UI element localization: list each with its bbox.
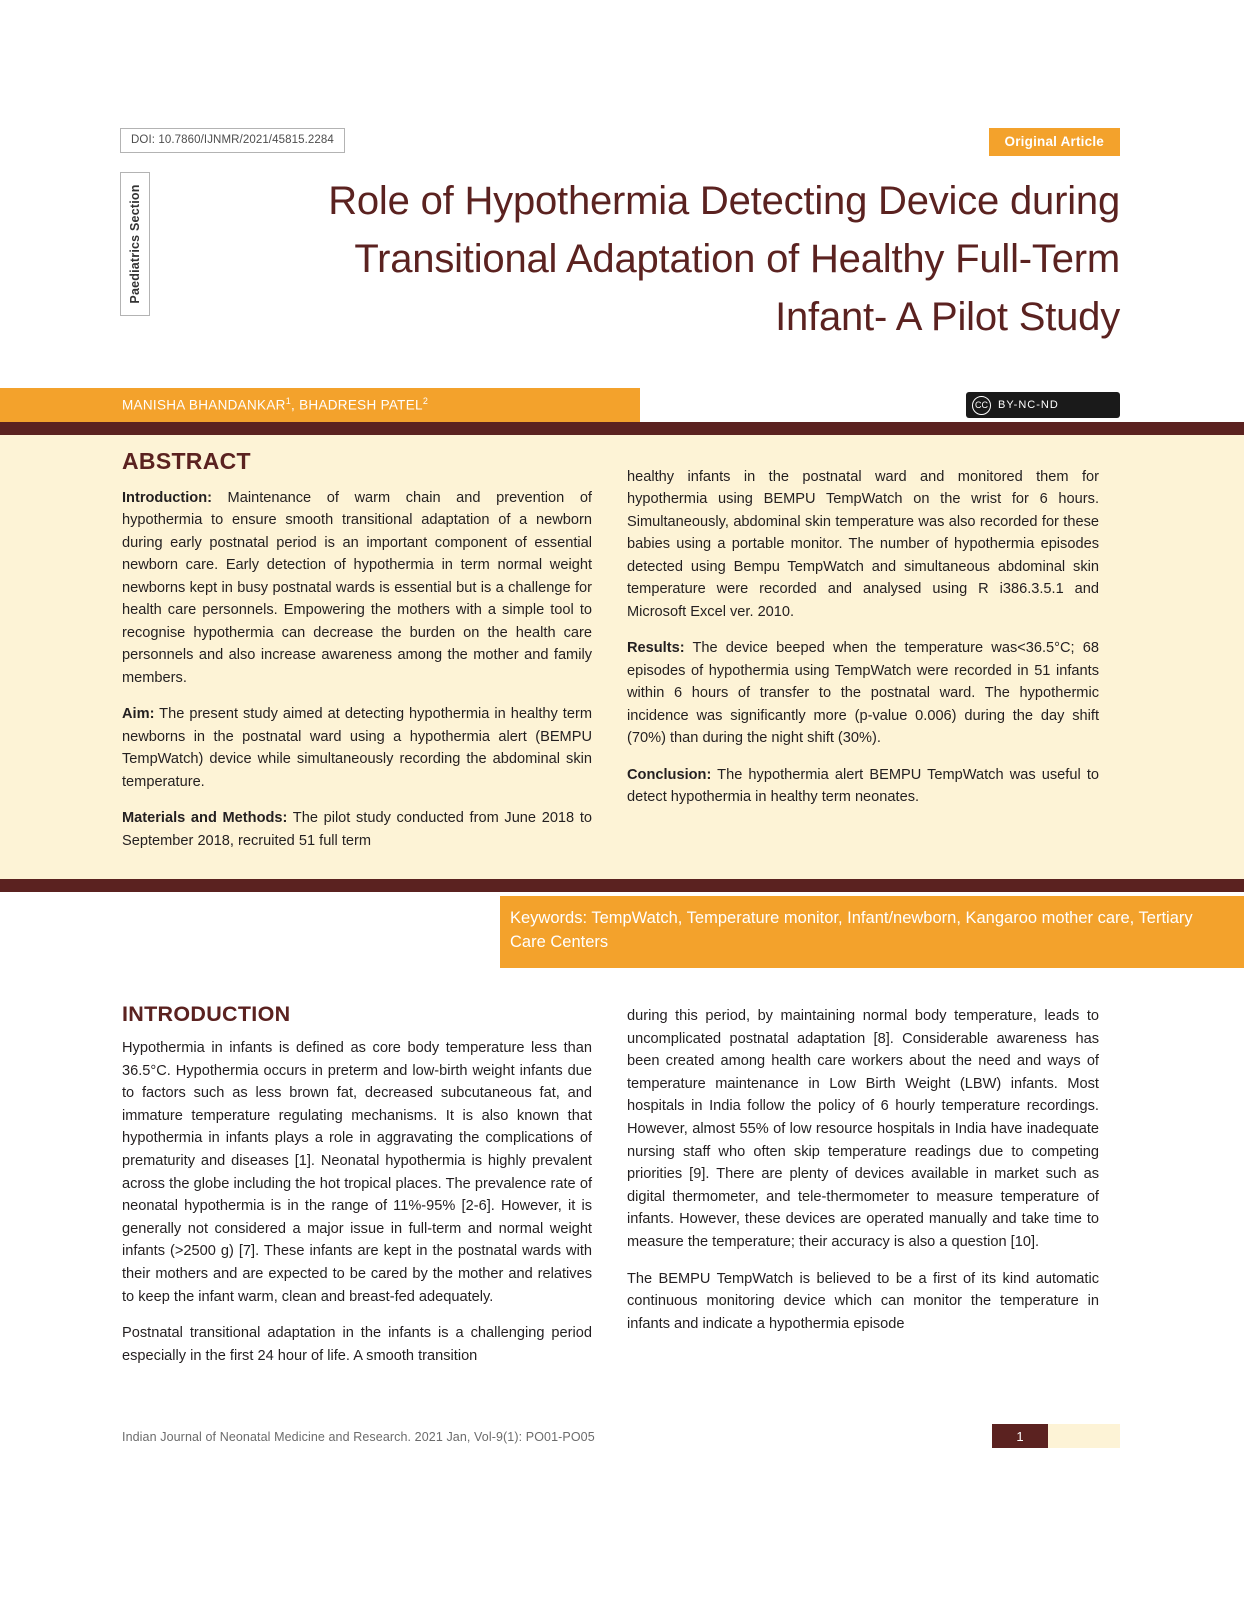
abstract-heading: ABSTRACT — [122, 448, 251, 474]
abstract-top-rule — [0, 422, 1244, 435]
page-title: Role of Hypothermia Detecting Device during Transitional Adaptation of Healthy Full-Term Infant- A Pilot Study — [328, 179, 1120, 339]
author-separator: , BHADRESH PATEL — [291, 397, 423, 413]
abstract-left-column — [122, 448, 592, 866]
cc-icon: CC — [972, 396, 991, 415]
abstract-label: Conclusion: — [627, 766, 712, 783]
section-tag — [120, 172, 150, 316]
abstract-paragraph — [122, 487, 592, 689]
abstract-bottom-rule — [0, 879, 1244, 892]
footer-citation: Indian Journal of Neonatal Medicine and Research. 2021 Jan, Vol-9(1): PO01-PO05 — [122, 1430, 595, 1444]
body-paragraph: Postnatal transitional adaptation in the infants is a challenging period especially in the first 24 hour of life. A smooth transition — [122, 1325, 592, 1364]
doi-box: DOI: 10.7860/IJNMR/2021/45815.2284 — [120, 128, 345, 153]
abstract-text: The device beeped when the temperature was<36.5°C; 68 episodes of hypothermia using TempWatch were recorded in 51 infants within 6 hours of transfer to the postnatal ward. The hypothermic incidence was significantly more (p-value 0.006) during the day shift (70%) than during the night shift (30%). — [627, 640, 1099, 747]
introduction-right-column — [627, 1005, 1099, 1350]
abstract-text: healthy infants in the postnatal ward and monitored them for hypothermia using BEMPU TempWatch on the wrist for 6 hours. Simultaneously, abdominal skin temperature was also recorded for these babies using a portable monitor. The number of hypothermia episodes detected using Bempu TempWatch and simultaneous abdominal skin temperature were recorded and analysed using R i386.3.5.1 and Microsoft Excel ver. 2010. — [627, 469, 1099, 620]
abstract-text: Maintenance of warm chain and prevention of hypothermia to ensure smooth transitional adaptation of a newborn during early postnatal period is an important component of essential newborn care. Early detection of hypothermia in term normal weight newborns kept in busy postnatal wards is essential but is a challenge for health care personnels. Empowering the mothers with a simple tool to recognise hypothermia can decrease the burden on the health care personnels and also increase awareness among the mother and family members. — [122, 490, 592, 686]
body-paragraph: during this period, by maintaining normal body temperature, leads to uncomplicated postnatal adaptation [8]. Considerable awareness has been created among health care workers about the need and ways of temperature maintenance in Low Birth Weight (LBW) infants. Most hospitals in India follow the policy of 6 hourly temperature recordings. However, almost 55% of low resource hospitals in India have inadequate nursing staff who often skip temperature readings due to competing priorities [9]. There are plenty of devices available in market such as digital thermometer, and tele-thermometer to measure temperature of infants. However, these devices are operated manually and take time to measure the temperature; their accuracy is also a question [10]. — [627, 1008, 1099, 1251]
introduction-heading: INTRODUCTION — [122, 1002, 291, 1026]
author-band — [0, 388, 640, 422]
abstract-label: Results: — [627, 640, 685, 657]
article-type-badge: Original Article — [989, 128, 1120, 156]
abstract-paragraph — [627, 764, 1099, 809]
author-2-sup: 2 — [422, 396, 429, 406]
author-list — [122, 396, 428, 413]
abstract-right-column — [627, 466, 1099, 823]
body-paragraph: Hypothermia in infants is defined as core body temperature less than 36.5°C. Hypothermia occurs in preterm and low-birth weight infants due to factors such as less brown fat, decreased subcutaneous fat, and immature temperature regulating mechanisms. It is also known that hypothermia in infants plays a role in aggravating the complications of prematurity and diseases [1]. Neonatal hypothermia is highly prevalent across the globe including the hot tropical places. The prevalence rate of neonatal hypothermia is in the range of 11%-95% [2-6]. However, it is generally not considered a major issue in full-term and normal weight infants (>2500 g) [7]. These infants are kept in the postnatal wards with their mothers and are expected to be cared by the mother and relatives to keep the infant warm, clean and breast-fed adequately. — [122, 1040, 592, 1305]
abstract-paragraph — [627, 466, 1099, 623]
abstract-text: The present study aimed at detecting hypothermia in healthy term newborns in the postnatal ward using a hypothermia alert (BEMPU TempWatch) device while simultaneously recording the abdominal skin temperature. — [122, 706, 592, 790]
author-1: MANISHA BHANDANKAR — [122, 397, 286, 413]
abstract-paragraph — [627, 637, 1099, 749]
body-paragraph: The BEMPU TempWatch is believed to be a first of its kind automatic continuous monitoring device which can monitor the temperature in infants and indicate a hypothermia episode — [627, 1270, 1099, 1332]
abstract-label: Aim: — [122, 706, 155, 723]
abstract-paragraph — [122, 703, 592, 793]
abstract-text: The hypothermia alert BEMPU TempWatch was useful to detect hypothermia in healthy term neonates. — [627, 766, 1099, 806]
license-terms: BY-NC-ND — [998, 399, 1059, 411]
abstract-paragraph — [122, 807, 592, 852]
introduction-left-column — [122, 1002, 592, 1382]
keywords-band: Keywords: TempWatch, Temperature monitor, Infant/newborn, Kangaroo mother care, Tertiary Care Centers — [500, 896, 1244, 968]
abstract-label: Introduction: — [122, 490, 212, 506]
author-1-sup: 1 — [285, 396, 291, 406]
abstract-label: Materials and Methods: — [122, 810, 288, 827]
page-number: 1 — [992, 1424, 1048, 1448]
creative-commons-badge — [966, 392, 1120, 418]
section-tag-label: Paediatrics Section — [128, 184, 142, 304]
abstract-text: The pilot study conducted from June 2018 to September 2018, recruited 51 full term — [122, 810, 592, 849]
